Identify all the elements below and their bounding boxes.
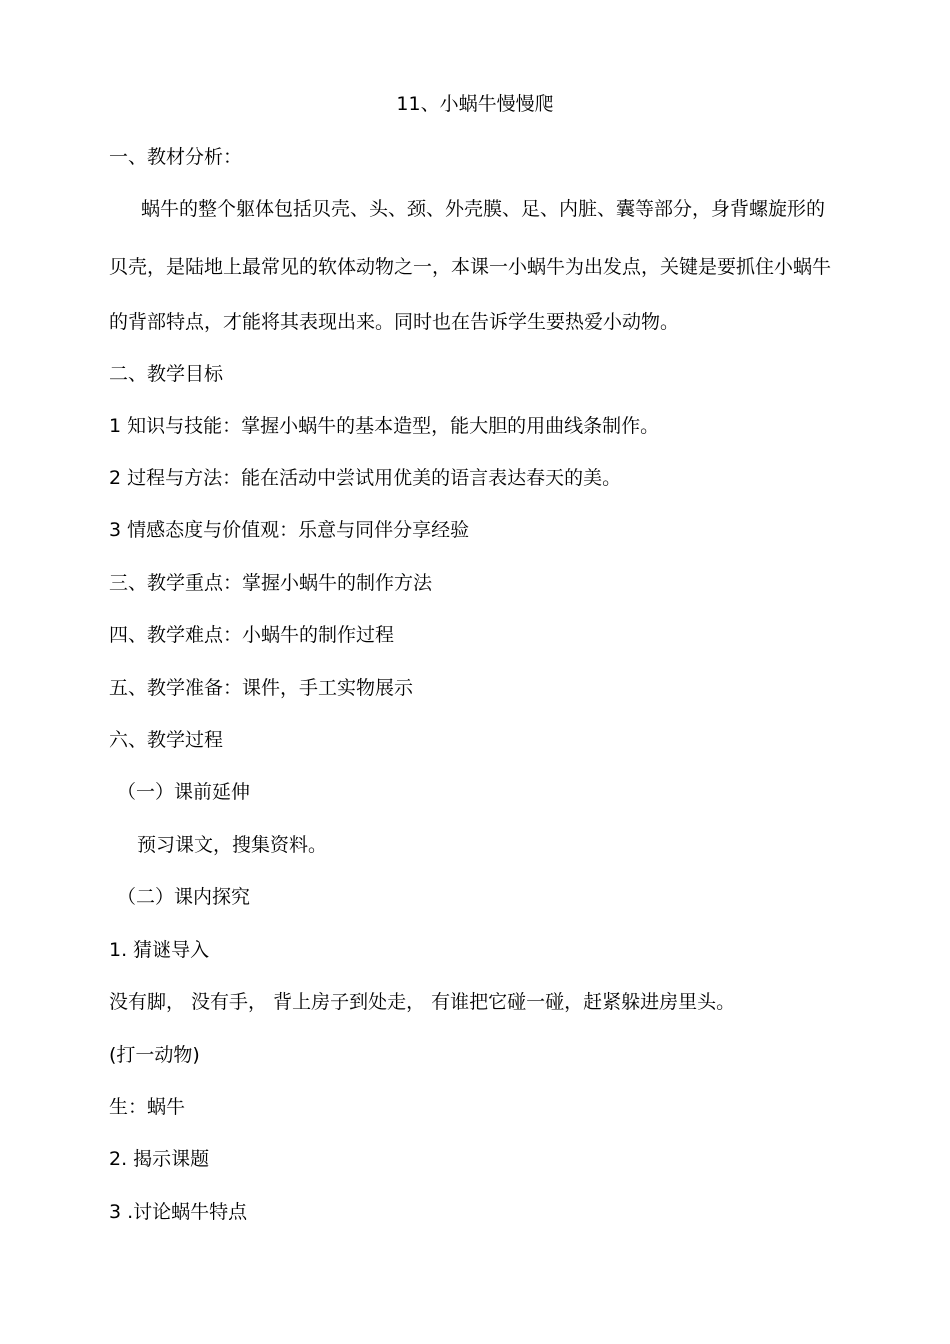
analysis-paragraph-line-3: 的背部特点，才能将其表现出来。同时也在告诉学生要热爱小动物。 [109, 311, 680, 333]
section-key-points: 三、教学重点：掌握小蜗牛的制作方法 [109, 572, 433, 594]
section-heading-process: 六、教学过程 [109, 729, 224, 751]
analysis-paragraph-line-2: 贝壳，是陆地上最常见的软体动物之一，本课一小蜗牛为出发点，关键是要抓住小蜗牛 [109, 256, 832, 278]
riddle-text: 没有脚， 没有手， 背上房子到处走， 有谁把它碰一碰，赶紧躲进房里头。 [109, 991, 736, 1013]
subsection-heading-pre-class: （一）课前延伸 [117, 781, 251, 803]
riddle-hint: (打一动物) [109, 1044, 200, 1066]
subsection-heading-in-class: （二）课内探究 [117, 886, 251, 908]
document-title: 11、小蜗牛慢慢爬 [396, 93, 554, 115]
goal-item: 3 情感态度与价值观：乐意与同伴分享经验 [109, 519, 470, 541]
step-discuss-features: 3 .讨论蜗牛特点 [109, 1201, 248, 1223]
goal-item: 1 知识与技能：掌握小蜗牛的基本造型，能大胆的用曲线条制作。 [109, 415, 660, 437]
section-difficulties: 四、教学难点：小蜗牛的制作过程 [109, 624, 395, 646]
section-heading-goals: 二、教学目标 [109, 363, 224, 385]
section-heading-analysis: 一、教材分析： [109, 146, 243, 168]
goal-item: 2 过程与方法：能在活动中尝试用优美的语言表达春天的美。 [109, 467, 622, 489]
section-preparation: 五、教学准备：课件，手工实物展示 [109, 677, 414, 699]
analysis-paragraph-line-1: 蜗牛的整个躯体包括贝壳、头、颈、外壳膜、足、内脏、囊等部分，身背螺旋形的 [141, 198, 826, 220]
student-answer: 生：蜗牛 [109, 1096, 186, 1118]
step-riddle-intro: 1. 猜谜导入 [109, 939, 210, 961]
step-reveal-topic: 2. 揭示课题 [109, 1148, 210, 1170]
pre-class-text: 预习课文，搜集资料。 [137, 834, 328, 856]
